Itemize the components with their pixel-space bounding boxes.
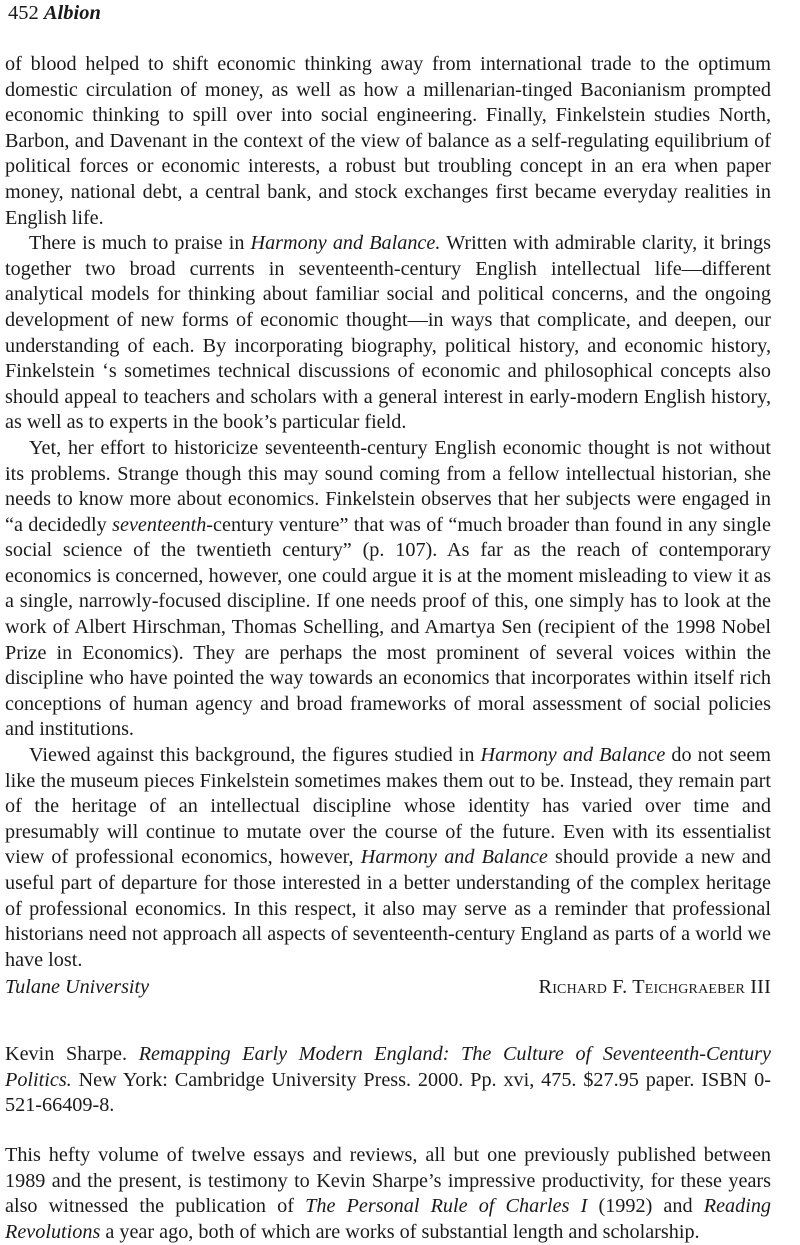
book-title-italic: Reading Revolutions — [5, 1195, 772, 1243]
book-title-italic: Harmony and Balance — [360, 846, 548, 869]
text-segment: should provide a new and useful part of departure for those interested in a better understanding of the complex heritage of professional economics. In this respect, it also may serve as a reminder that professional historians need not approach all aspects of seventeenth-century England as parts of a world we have lost. — [5, 846, 771, 971]
emphasis-italic: seventeenth — [112, 513, 207, 536]
text-segment: of blood helped to shift economic thinking away from international trade to the optimum domestic circulation of money, as well as how a millenarian-tinged Baconianism prompted economic thinking to spill over into social engineering. Finally, Finkelstein studies North, Barbon, and Davenant in the context of the view of balance as a self-regulating equilibrium of political forces or economic interests, a robust but troubling concept in an era when paper money, national debt, a central bank, and stock exchanges first became everyday realities in English life. — [5, 53, 771, 229]
text-segment: Yet, her effort to historicize seventeenth-century English economic thought is not without its problems. Strange though this may sound coming from a fellow intellectual historian, she needs to know more about economics. Finkelstein observes that her subjects were engaged in “a decidedly — [5, 436, 771, 536]
reviewer-name: Richard F. Teichgraeber III — [538, 976, 771, 998]
paragraph — [5, 231, 771, 436]
book-title-italic: Remapping Early Modern England: The Culture of Seventeenth-Century Politics. — [5, 1043, 771, 1091]
review-body-text — [5, 52, 771, 973]
text-segment: -century venture” that was of “much broader than found in any single social science of the twentieth century” (p. 107). As far as the reach of contemporary economics is concerned, however, one could argue it is at the moment misleading to view it as a single, narrowly-focused discipline. If one needs proof of this, one simply has to look at the work of Albert Hirschman, Thomas Schelling, and Amartya Sen (recipient of the 1998 Nobel Prize in Economics). They are perhaps the most prominent of several voices within the discipline who have pointed the way towards an economics that incorporates within itself rich conceptions of human agency and broad frameworks of moral assessment of social policies and institutions. — [5, 513, 771, 741]
book-author: Kevin Sharpe. — [5, 1043, 139, 1065]
book-title-italic: Harmony and Balance. — [250, 232, 441, 255]
book-citation — [5, 1042, 771, 1119]
text-segment: This hefty volume of twelve essays and reviews, all but one previously published between 1989 and the present, is testimony to Kevin Sharpe’s impressive productivity, for these years also witnessed the publication of — [5, 1144, 771, 1218]
publication-details: New York: Cambridge University Press. 2000. Pp. xvi, 475. $27.95 paper. ISBN 0-521-66409-8. — [5, 1068, 771, 1117]
review-opening-paragraph — [5, 1143, 771, 1245]
text-segment: a year ago, both of which are works of substantial length and scholarship. — [100, 1220, 700, 1243]
book-title-italic: Harmony and Balance — [480, 744, 666, 767]
text-segment: There is much to praise in — [29, 232, 251, 255]
paragraph — [5, 743, 771, 973]
journal-title: Albion — [43, 2, 101, 24]
text-segment: (1992) and — [587, 1195, 704, 1218]
book-title-italic: The Personal Rule of Charles I — [305, 1195, 588, 1218]
text-segment: do not seem like the museum pieces Finkelstein sometimes makes them out to be. Instead, they remain part of the heritage of an intellectual discipline whose identity has varied over time and presumably will continue to mutate over the course of the future. Even with its essentialist view of professional economics, however, — [5, 744, 771, 869]
paragraph — [5, 52, 771, 231]
text-segment: Viewed against this background, the figures studied in — [29, 744, 481, 767]
page-number: 452 — [8, 2, 39, 24]
text-segment: Written with admirable clarity, it brings together two broad currents in seventeenth-century English intellectual life—different analytical models for thinking about familiar social and political concerns, and the ongoing development of new forms of economic thought—in ways that complicate, and deepen, our understanding of each. By incorporating biography, political history, and economic history, Finkelstein ‘s sometimes technical discussions of economic and philosophical concepts also should appeal to teachers and scholars with a general interest in early-modern English history, as well as to experts in the book’s particular field. — [5, 232, 771, 434]
reviewer-institution: Tulane University — [5, 976, 150, 998]
paragraph — [5, 436, 771, 743]
running-head — [8, 0, 101, 26]
